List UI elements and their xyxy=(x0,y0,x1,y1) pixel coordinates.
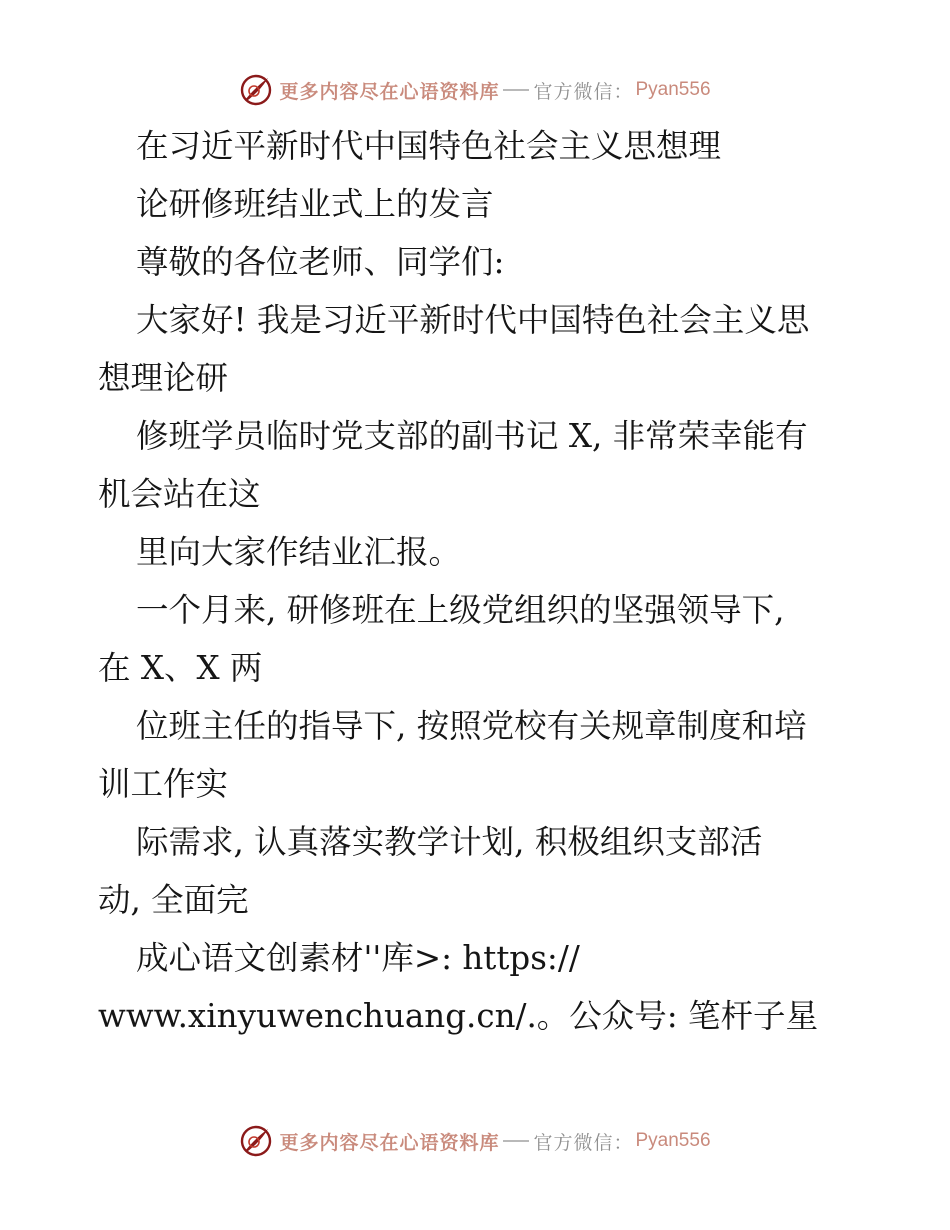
footer-wechat-id: Pyan556 xyxy=(635,1130,711,1151)
footer-dash xyxy=(503,1140,529,1142)
header-watermark xyxy=(0,70,950,110)
document-line: 际需求, 认真落实教学计划, 积极组织支部活 xyxy=(136,823,763,861)
document-line: 修班学员临时党支部的副书记 X, 非常荣幸能有 xyxy=(136,417,808,455)
document-line: www.xinyuwenchuang.cn/.。公众号: 笔杆子星 xyxy=(98,997,819,1035)
header-brand-text: 更多内容尽在心语资料库 xyxy=(279,80,500,103)
document-line: 位班主任的指导下, 按照党校有关规章制度和培 xyxy=(136,707,807,745)
footer-watermark xyxy=(0,1121,950,1161)
quill-pen-seal-icon xyxy=(239,73,273,107)
header-dash xyxy=(503,89,529,91)
document-line: 论研修班结业式上的发言 xyxy=(136,185,494,223)
document-line: 想理论研 xyxy=(98,359,229,397)
quill-pen-seal-icon xyxy=(239,1124,273,1158)
header-wechat-label: 官方微信： xyxy=(533,80,634,103)
document-line: 里向大家作结业汇报。 xyxy=(136,533,462,571)
document-line: 尊敬的各位老师、同学们: xyxy=(136,243,505,281)
document-line: 机会站在这 xyxy=(98,475,261,513)
document-line: 大家好! 我是习近平新时代中国特色社会主义思 xyxy=(136,301,810,339)
document-line: 一个月来, 研修班在上级党组织的坚强领导下, xyxy=(136,591,785,629)
footer-wechat-label: 官方微信： xyxy=(533,1131,634,1154)
document-line: 动, 全面完 xyxy=(98,881,249,919)
document-line: 成心语文创素材''库>: https:// xyxy=(136,939,580,977)
document-line: 在 X、X 两 xyxy=(98,649,263,687)
document-line: 在习近平新时代中国特色社会主义思想理 xyxy=(136,127,722,165)
document-body xyxy=(98,117,858,1045)
document-line: 训工作实 xyxy=(98,765,229,803)
footer-brand-text: 更多内容尽在心语资料库 xyxy=(279,1131,500,1154)
header-wechat-id: Pyan556 xyxy=(635,79,711,100)
